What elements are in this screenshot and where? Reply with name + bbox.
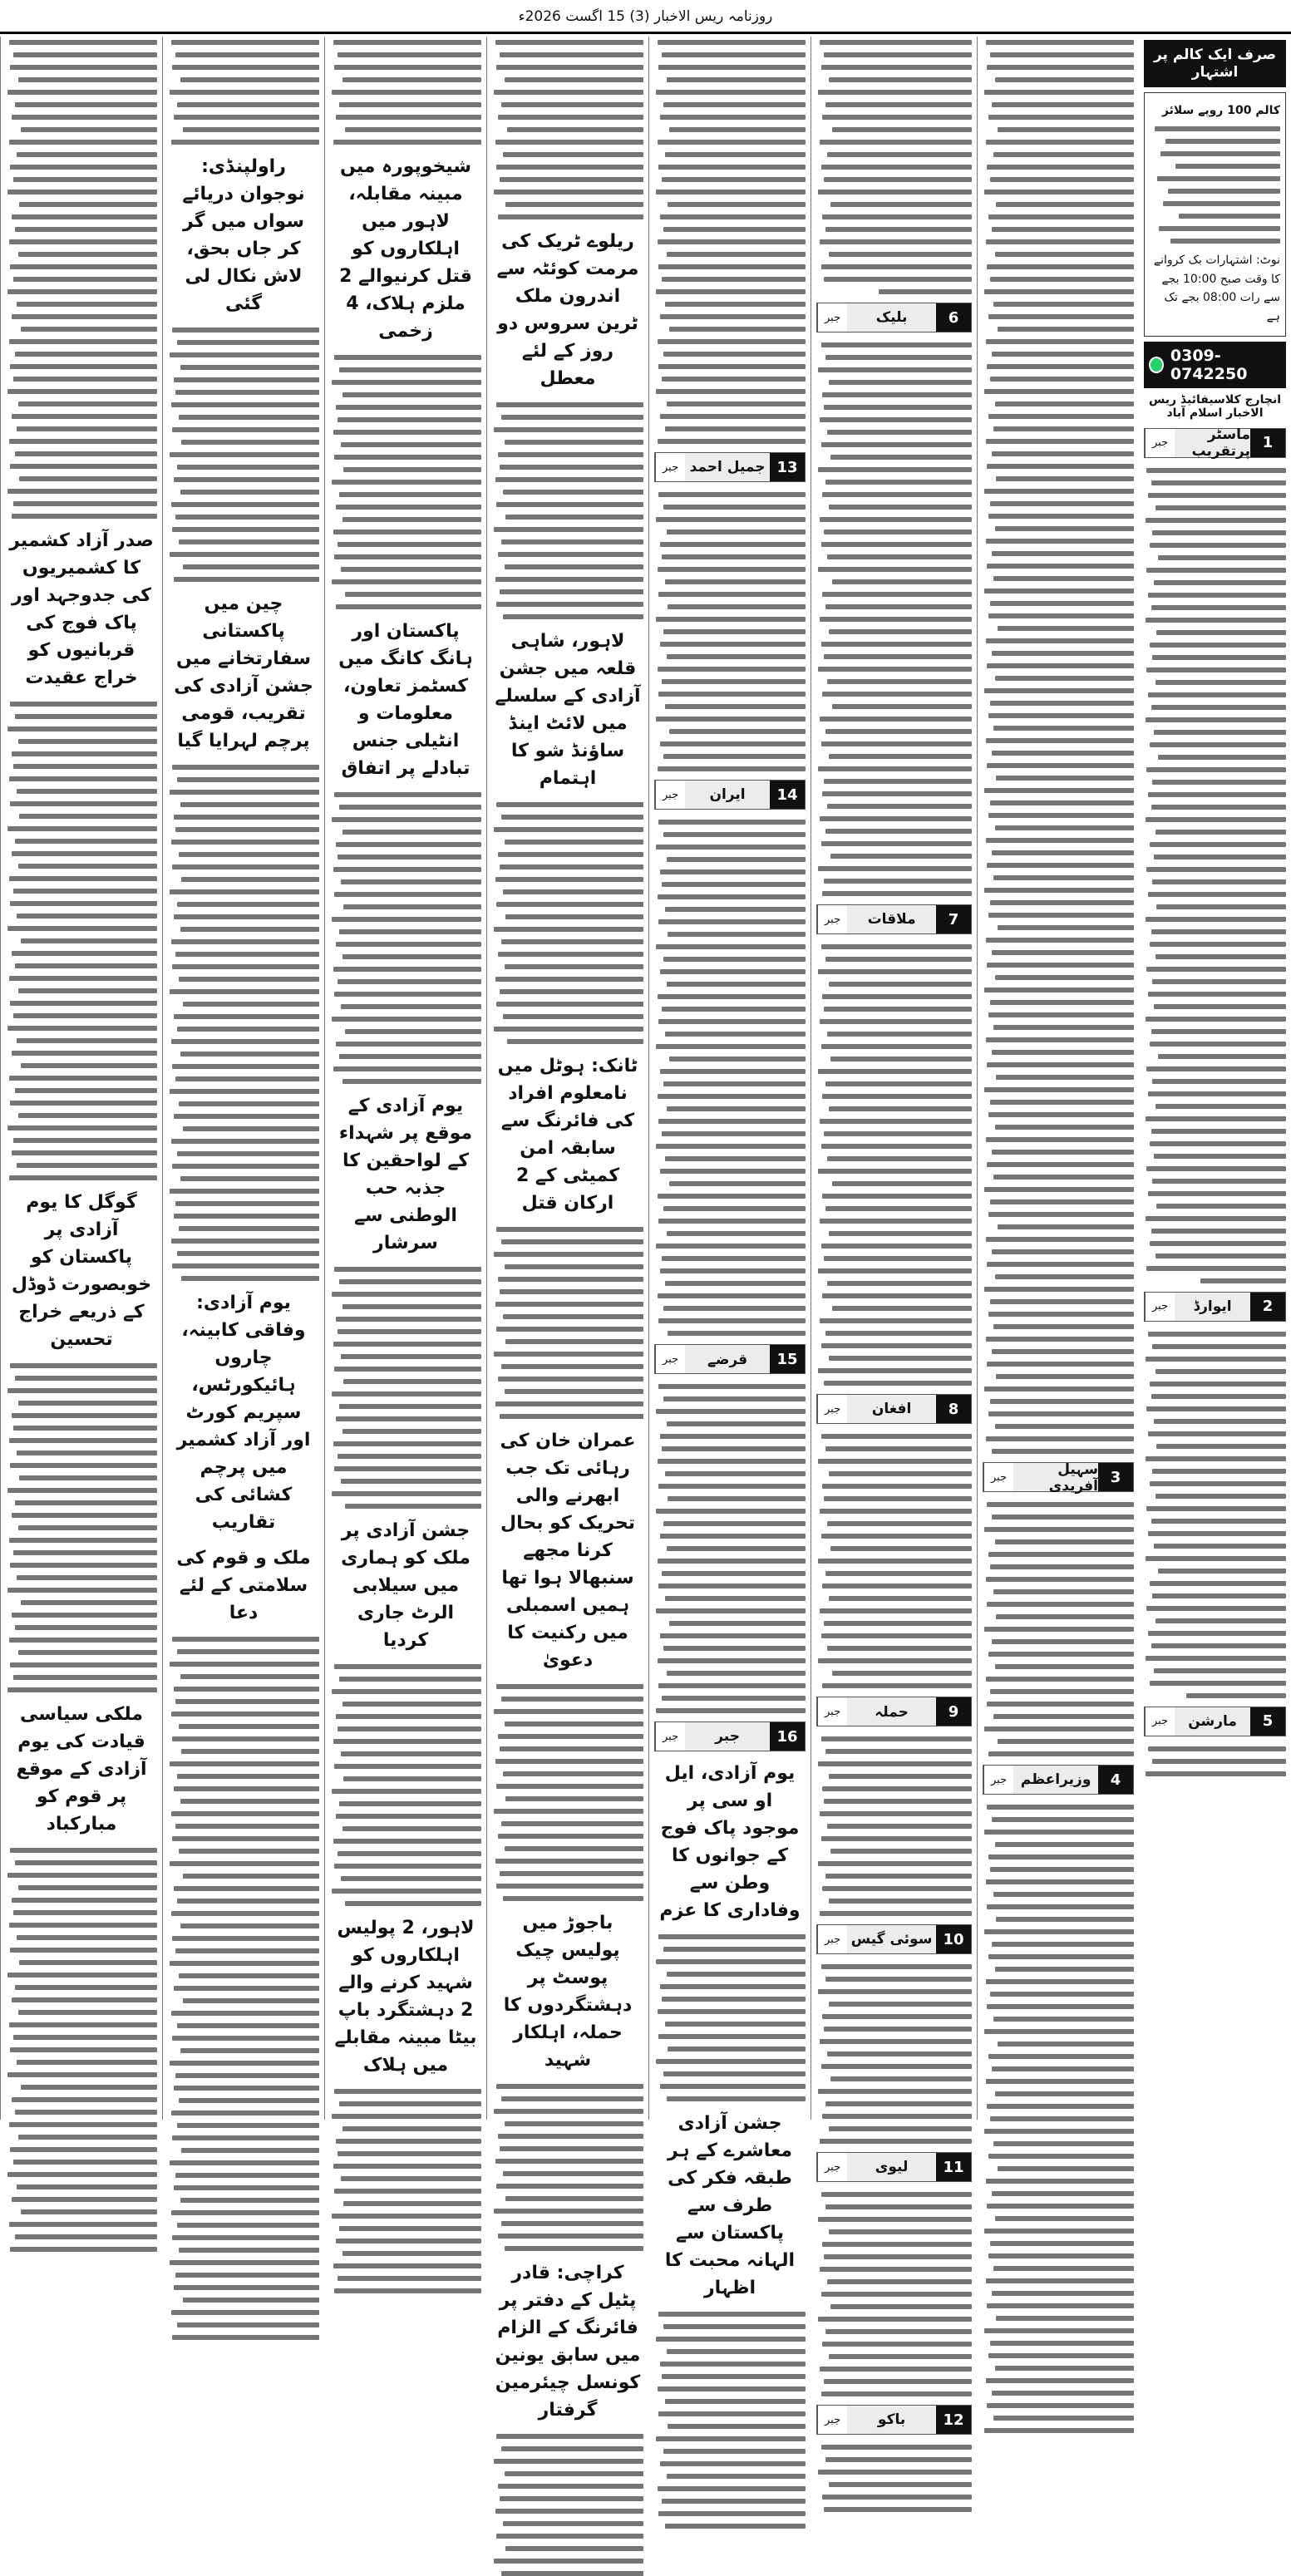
section-title: ایوارڈ <box>1193 1298 1232 1315</box>
section-tag: جبر <box>1145 1293 1175 1321</box>
article-body <box>168 37 319 145</box>
section-tag: جبر <box>983 1766 1013 1794</box>
article-body <box>168 761 319 1281</box>
article-body <box>983 37 1134 1454</box>
section-tag: جبر <box>817 1395 847 1423</box>
section-title: لیوی <box>875 2159 909 2175</box>
section-header <box>816 1697 972 1726</box>
article-body <box>1144 1328 1286 1698</box>
section-header <box>816 1924 972 1954</box>
section-number: 4 <box>1098 1766 1133 1794</box>
ad-header: صرف ایک کالم پر اشتہار <box>1144 40 1286 87</box>
section-title: حملہ <box>875 1703 909 1721</box>
headline: عمران خان کی رہائی تک جب ابھرنے والی تحریک کو بحال کرنا مجھے سنبھالا ہوا تھا ہمیں اسمبلی میں رکنیت کا دعویٰ <box>500 1431 636 1671</box>
section-number: 7 <box>936 905 971 933</box>
headline: ٹانک: ہوٹل میں نامعلوم افراد کی فائرنگ سے سابقہ امن کمیٹی کے 2 ارکان قتل <box>497 1056 638 1214</box>
whatsapp-icon <box>1149 357 1164 373</box>
section-tag: جبر <box>983 1463 1013 1491</box>
article-body <box>6 1845 157 2252</box>
section-header <box>1144 1707 1286 1736</box>
section-number: 8 <box>936 1395 971 1423</box>
article-body <box>492 1681 643 1901</box>
article-body <box>654 816 806 1336</box>
article-body <box>330 352 481 609</box>
headline: ملک و قوم کی سلامتی کے لئے دعا <box>176 1548 311 1623</box>
section-header <box>816 904 972 934</box>
section-tag: جبر <box>817 2153 847 2181</box>
column-4 <box>486 37 648 2421</box>
section-number: 14 <box>770 781 805 809</box>
headline: صدر آزاد کشمیر کا کشمیریوں کی جدوجہد اور پاک فوج کی قربانیوں کو خراج عقیدت <box>9 530 154 688</box>
section-header <box>1144 1292 1286 1322</box>
section-tag: جبر <box>655 453 685 481</box>
section-title: ماسٹر پرتقریب <box>1191 426 1250 460</box>
article-body <box>330 1263 481 1509</box>
article-body <box>983 1801 1134 2433</box>
headline: جشن آزادی پر ملک کو ہماری میں سیلابی الرٹ جاری کردیا <box>341 1520 471 1651</box>
section-number: 1 <box>1250 429 1285 457</box>
column-7 <box>977 37 1139 2120</box>
article-body <box>330 2086 481 2293</box>
article-body <box>168 324 319 582</box>
section-header <box>816 2152 972 2182</box>
article-body <box>654 1381 806 1713</box>
article-body <box>492 799 643 1044</box>
section-tag: جبر <box>1145 429 1175 457</box>
section-header <box>654 1721 806 1751</box>
article-body <box>816 1431 972 1688</box>
column-classified <box>1139 37 1291 2120</box>
headline: راولپنڈی: نوجوان دریائے سواں میں گر کر جاں بحق، لاش نکال لی گئی <box>182 156 305 314</box>
section-tag: جبر <box>817 905 847 933</box>
ad-phone-number: 0309-0742250 <box>1170 346 1248 383</box>
article-body <box>816 2441 972 2512</box>
section-header <box>983 1460 1134 1495</box>
headline: ریلوے ٹریک کی مرمت کوئٹہ سے اندرون ملک ٹرین سروس دو روز کے لئے معطل <box>496 231 639 389</box>
section-header <box>654 780 806 810</box>
article-body <box>654 2308 806 2529</box>
column-1 <box>0 37 162 2120</box>
section-title: جبر <box>715 1728 740 1745</box>
section-tag: جبر <box>817 1925 847 1953</box>
article-body <box>816 1961 972 2144</box>
masthead-text: روزنامہ ریس الاخبار (3) 15 اگست 2026ء <box>518 7 773 25</box>
headline: باجوڑ میں پولیس چیک پوسٹ پر دہشتگردوں کا حملہ، اہلکار شہید <box>503 1913 633 2071</box>
ad-rate: کالم 100 روپے سلائز <box>1161 104 1280 117</box>
section-title: سہیل آفریدی <box>1048 1460 1098 1495</box>
ad-incharge: انچارج کلاسیفائیڈ ریس الاخبار اسلام آباد <box>1148 392 1282 420</box>
section-number: 16 <box>770 1722 805 1751</box>
article-body <box>492 1224 643 1419</box>
section-tag: جبر <box>655 781 685 809</box>
section-title: بلیک <box>875 309 908 326</box>
ad-box <box>1144 92 1286 337</box>
headline: یوم آزادی کے موقع پر شہداء کے لواحقین کا جذبہ حب الوطنی سے سرشار <box>338 1096 473 1254</box>
section-title: جمیل احمد <box>689 459 766 475</box>
section-title: قرضے <box>707 1351 748 1368</box>
column-6 <box>811 37 977 2429</box>
headline: جشن آزادی معاشرے کے ہر طبقہ فکر کی طرف سے پاکستان سے الہانہ محبت کا اظہار <box>664 2113 796 2298</box>
article-body <box>816 339 972 896</box>
section-title: مارشن <box>1188 1712 1237 1730</box>
article-body <box>330 1661 481 1906</box>
section-number: 12 <box>936 2406 971 2434</box>
section-tag: جبر <box>817 2406 847 2434</box>
section-number: 15 <box>770 1345 805 1373</box>
section-header <box>816 303 972 332</box>
article-body <box>654 489 806 771</box>
column-3 <box>324 37 486 2120</box>
article-body <box>816 941 972 1386</box>
section-tag: جبر <box>1145 1707 1175 1736</box>
headline: چین میں پاکستانی سفارتخانے میں جشن آزادی کی تقریب، قومی پرچم لہرایا گیا <box>174 594 313 751</box>
section-number: 3 <box>1098 1463 1133 1491</box>
column-5 <box>648 37 811 2298</box>
section-tag: جبر <box>817 303 847 332</box>
section-title: وزیراعظم <box>1020 1771 1091 1788</box>
section-header <box>654 1344 806 1374</box>
headline: لاہور، 2 پولیس اہلکاروں کو شہید کرنے والے 2 دہشتگرد باپ بیٹا مبینہ مقابلے میں ہلاک <box>334 1918 477 2076</box>
section-number: 10 <box>936 1925 971 1953</box>
section-title: افغان <box>871 1401 912 1417</box>
headline: یوم آزادی، ایل او سی پر موجود پاک فوج کے جوانوں کا وطن سے وفاداری کا عزم <box>659 1763 801 1921</box>
section-tag: جبر <box>817 1697 847 1726</box>
article-body <box>816 2189 972 2396</box>
section-header <box>816 2405 972 2435</box>
section-number: 11 <box>936 2153 971 2181</box>
section-header <box>1144 428 1286 458</box>
headline: یوم آزادی: وفاقی کابینہ، چاروں ہائیکورٹس، سپریم کورٹ اور آزاد کشمیر میں پرچم کشائی کی تقاریب <box>176 1293 311 1533</box>
headline: کراچی: قادر پٹیل کے دفتر پر فائرنگ کے الزام میں سابق یونین کونسل چیئرمین گرفتار <box>495 2263 641 2421</box>
article-body <box>6 1360 157 1692</box>
section-title: باکو <box>877 2411 906 2428</box>
article-body <box>492 37 643 219</box>
section-header <box>816 1394 972 1424</box>
masthead <box>0 0 1291 34</box>
article-body <box>816 1733 972 1916</box>
article-body <box>492 399 643 619</box>
ad-text <box>1150 123 1280 244</box>
article-body <box>1144 465 1286 1283</box>
article-body <box>6 37 157 519</box>
section-number: 13 <box>770 453 805 481</box>
article-body <box>654 37 806 444</box>
article-body <box>330 37 481 145</box>
section-header <box>983 1765 1134 1795</box>
article-body <box>1144 1743 1286 1776</box>
headline: پاکستان اور ہانگ کانگ میں کسٹمز تعاون، معلومات و انٹیلی جنس تبادلے پر اتفاق <box>338 621 473 779</box>
section-tag: جبر <box>655 1722 685 1751</box>
article-body <box>6 698 157 1180</box>
article-body <box>816 37 972 294</box>
section-tag: جبر <box>655 1345 685 1373</box>
section-number: 5 <box>1250 1707 1285 1736</box>
section-title: ملاقات <box>867 911 916 928</box>
article-body <box>983 1499 1134 1756</box>
article-body <box>492 2081 643 2251</box>
article-body <box>168 1633 319 2340</box>
section-number: 2 <box>1250 1293 1285 1321</box>
section-title: سوئی گیس <box>850 1931 933 1948</box>
article-body <box>492 2431 643 2576</box>
headline: لاہور، شاہی قلعہ میں جشن آزادی کے سلسلے میں لائٹ اینڈ ساؤنڈ شو کا اہتمام <box>495 631 641 789</box>
article-body <box>654 1931 806 2101</box>
section-number: 9 <box>936 1697 971 1726</box>
headline: ملکی سیاسی قیادت کی یوم آزادی کے موقع پر قوم کو مبارکباد <box>16 1704 147 1835</box>
headline: شیخوپورہ میں مبینہ مقابلہ، لاہور میں اہلکاروں کو قتل کرنیوالے 2 ملزم ہلاک، 4 زخمی <box>339 156 472 342</box>
section-number: 6 <box>936 303 971 332</box>
ad-phone <box>1144 342 1286 388</box>
column-2 <box>162 37 324 2120</box>
section-header <box>654 452 806 482</box>
section-title: ایران <box>709 786 746 803</box>
headline: گوگل کا یوم آزادی پر پاکستان کو خوبصورت ڈوڈل کے ذریعے خراج تحسین <box>11 1192 152 1350</box>
article-body <box>330 789 481 1084</box>
ad-note: نوٹ: اشتہارات بک کروانے کا وقت صبح 10:00 بجے سے رات 08:00 بجے تک ہے <box>1153 254 1280 323</box>
